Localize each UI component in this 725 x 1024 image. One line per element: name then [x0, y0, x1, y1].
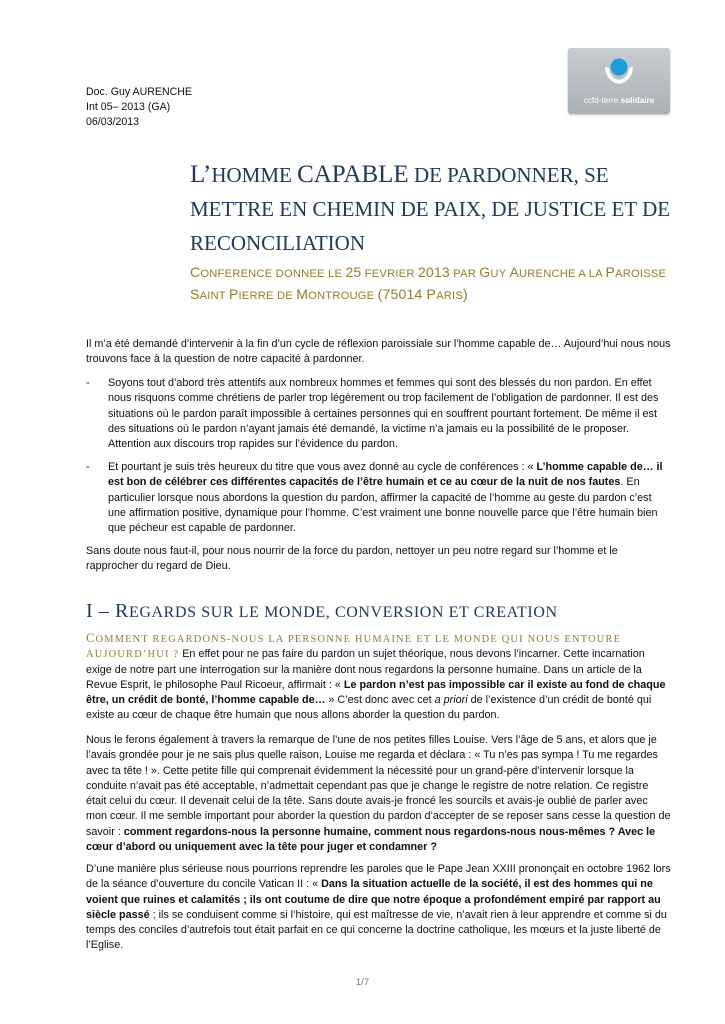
- list-dash: -: [86, 377, 90, 389]
- page-number: 1/7: [355, 977, 370, 988]
- list-item: [86, 376, 671, 452]
- subsection-heading: COMMENT REGARDONS-NOUS LA PERSONNE HUMAINE ET LE MONDE QUI NOUS ENTOURE AUJOURD’HUI ?: [86, 631, 622, 661]
- list-dash: -: [86, 461, 90, 473]
- paragraph: D’une manière plus sérieuse nous pourrions reprendre les paroles que le Pape Jean XXIII prononçait en octobre 1962 lors de la séance d’ouverture du concile Vatican II : « Dans la situation actuelle de la société, il est des hommes qui ne voient que ruines et calamités ; ils ont coutume de dire que notre époque a profondément empiré par rapport au siècle passé ; ils se conduisent comme si l’histoire, qui est maîtresse de vie, n’avait rien à leur apprendre et comme si du temps des conciles d’autrefois tout était parfait en ce qui concerne la doctrine catholique, les mœurs et la juste liberté de l’Eglise.: [86, 863, 671, 952]
- section-heading: I – REGARDS SUR LE MONDE, CONVERSION ET CREATION: [86, 600, 558, 622]
- logo-text: ccfd-terre solidaire: [583, 96, 655, 105]
- list-item-text: Et pourtant je suis très heureux du titre que vous avez donné au cycle de conférences : « L’homme capable de… il est bon de célébrer ces différentes capacités de l’être humain et ce au cœur de la nuit de nos fautes. En particulier lorsque nous abordons la question du pardon, affirmer la capacité de l’homme au geste du pardon c’est une affirmation positive, dynamique pour l’homme. C’est vraiment une bonne nouvelle parce que l’être humain bien que pécheur est capable de pardonner.: [108, 461, 663, 535]
- author-line: Doc. Guy AURENCHE: [86, 86, 192, 98]
- document-subtitle: CONFERENCE DONNEE LE 25 FEVRIER 2013 PAR GUY AURENCHE A LA PAROISSE SAINT PIERRE DE MONTROUGE (75014 PARIS): [190, 264, 667, 302]
- intro-paragraph: Il m’a été demandé d’intervenir à la fin d’un cycle de réflexion paroissiale sur l’homme capable de… Aujourd’hui nous nous trouvons face à la question de notre capacité à pardonner.: [86, 338, 671, 366]
- paragraph: COMMENT REGARDONS-NOUS LA PERSONNE HUMAINE ET LE MONDE QUI NOUS ENTOURE AUJOURD’HUI ? En effet pour ne pas faire du pardon un sujet théorique, nous devons l’incarner. Cette incarnation exige de notre part une interrogation sur la manière dont nous regardons la personne humaine. Dans un article de la Revue Esprit, le philosophe Paul Ricoeur, affirmait : « Le pardon n’est pas impossible car il existe au fond de chaque être, un crédit de bonté, l’homme capable de… » C’est donc avec cet a priori de l’existence d’un crédit de bonté qui existe au cœur de chaque être humain que nous allons aborder la question du pardon.: [86, 631, 666, 722]
- paragraph: Nous le ferons également à travers la remarque de l’une de nos petites filles Louise. Vers l’âge de 5 ans, et alors que je l’avais grondée pour je ne sais plus quelle raison, Louise me regarda et déclara : « Tu n’es pas sympa ! Tu me regardes avec ta tête ! ». Cette petite fille qui comprenait évidemment la nécessité pour un grand-père d’intervenir lorsque la conduite n’avait pas été acceptable, n’admettait cependant pas que je change le registre de notre relation. Ce registre était celui du cœur. Il devenait celui de la tête. Sans doute avais-je froncé les sourcils et avais-je oublié de parler avec mon cœur. Il me semble important pour aborder la question du pardon d’accepter de se reposer sans cesse la question de savoir : comment regardons-nous la personne humaine, comment nous regardons-nous nous-mêmes ? Avec le cœur d’abord ou uniquement avec la tête pour juger et condamner ?: [86, 734, 671, 854]
- ccfd-logo: [568, 48, 670, 114]
- paragraph: Sans doute nous faut-il, pour nous nourrir de la force du pardon, nettoyer un peu notre regard sur l’homme et le rapprocher du regard de Dieu.: [86, 545, 618, 573]
- document-title: L’HOMME CAPABLE DE PARDONNER, SE METTRE EN CHEMIN DE PAIX, DE JUSTICE ET DE RECONCILIATION: [190, 161, 671, 255]
- list-item-text: Soyons tout d’abord très attentifs aux nombreux hommes et femmes qui sont des blessés du non pardon. En effet nous risquons comme chrétiens de parler trop légèrement ou trop facilement de l’obligation de pardonner. Il est des situations où le pardon paraît impossible à certaines personnes qui en souffrent pourtant fortement. De même il est des situations où le pardon n’ayant jamais été demandé, la victime n’a jamais eu la possibilité de le proposer. Attention aux discours trop rapides sur l’évidence du pardon.: [108, 377, 659, 451]
- list-item: [86, 460, 671, 536]
- document-reference: [86, 85, 192, 130]
- globe-hands-icon: [602, 54, 636, 88]
- reference-line: Int 05– 2013 (GA): [86, 101, 171, 113]
- date-line: 06/03/2013: [86, 116, 140, 128]
